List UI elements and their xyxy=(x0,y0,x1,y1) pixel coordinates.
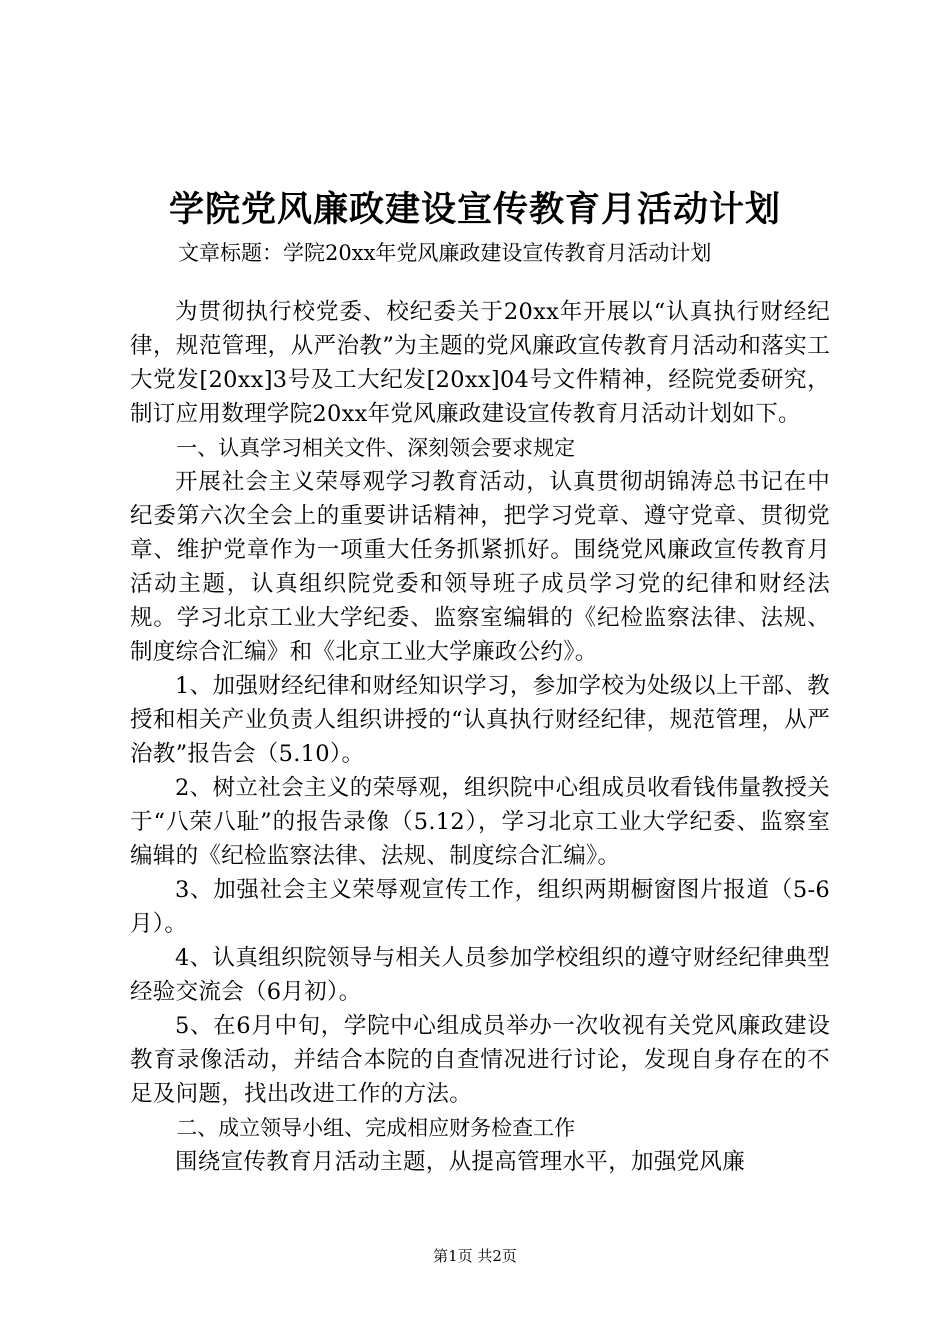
section-heading-2: 二、成立领导小组、完成相应财务检查工作 xyxy=(176,1116,576,1140)
list-item-1: 1、加强财经纪律和财经知识学习，参加学校为处级以上干部、教授和相关产业负责人组织讲授的“认真执行财经纪律，规范管理，从严治教”报告会（5.10）。 xyxy=(130,673,830,767)
list-item-4: 4、认真组织院领导与相关人员参加学校组织的遵守财经纪律典型经验交流会（6月初）。 xyxy=(130,945,830,1005)
document-body xyxy=(130,295,830,1179)
section-heading-1: 一、认真学习相关文件、深刻领会要求规定 xyxy=(176,436,576,460)
intro-paragraph: 为贯彻执行校党委、校纪委关于20xx年开展以“认真执行财经纪律，规范管理，从严治教”为主题的党风廉政宣传教育月活动和落实工大党发[20xx]3号及工大纪发[20xx]04号文件精神，经院党委研究，制订应用数理学院20xx年党风廉政建设宣传教育月活动计划如下。 xyxy=(130,299,830,427)
list-item-3: 3、加强社会主义荣辱观宣传工作，组织两期橱窗图片报道（5-6月）。 xyxy=(130,877,830,937)
article-subtitle: 文章标题：学院20xx年党风廉政建设宣传教育月活动计划 xyxy=(178,241,712,265)
list-item-2: 2、树立社会主义的荣辱观，组织院中心组成员收看钱伟量教授关于“八荣八耻”的报告录像（5.12），学习北京工业大学纪委、监察室编辑的《纪检监察法律、法规、制度综合汇编》。 xyxy=(130,775,830,869)
section-1-paragraph: 开展社会主义荣辱观学习教育活动，认真贯彻胡锦涛总书记在中纪委第六次全会上的重要讲话精神，把学习党章、遵守党章、贯彻党章、维护党章作为一项重大任务抓紧抓好。围绕党风廉政宣传教育月活动主题，认真组织院党委和领导班子成员学习党的纪律和财经法规。学习北京工业大学纪委、监察室编辑的《纪检监察法律、法规、制度综合汇编》和《北京工业大学廉政公约》。 xyxy=(130,469,830,665)
section-2-paragraph: 围绕宣传教育月活动主题，从提高管理水平，加强党风廉 xyxy=(175,1149,746,1175)
list-item-5: 5、在6月中旬，学院中心组成员举办一次收视有关党风廉政建设教育录像活动，并结合本院的自查情况进行讨论，发现自身存在的不足及问题，找出改进工作的方法。 xyxy=(130,1013,830,1107)
page-footer: 第1页 共2页 xyxy=(433,1247,517,1265)
document-title: 学院党风廉政建设宣传教育月活动计划 xyxy=(168,189,781,230)
